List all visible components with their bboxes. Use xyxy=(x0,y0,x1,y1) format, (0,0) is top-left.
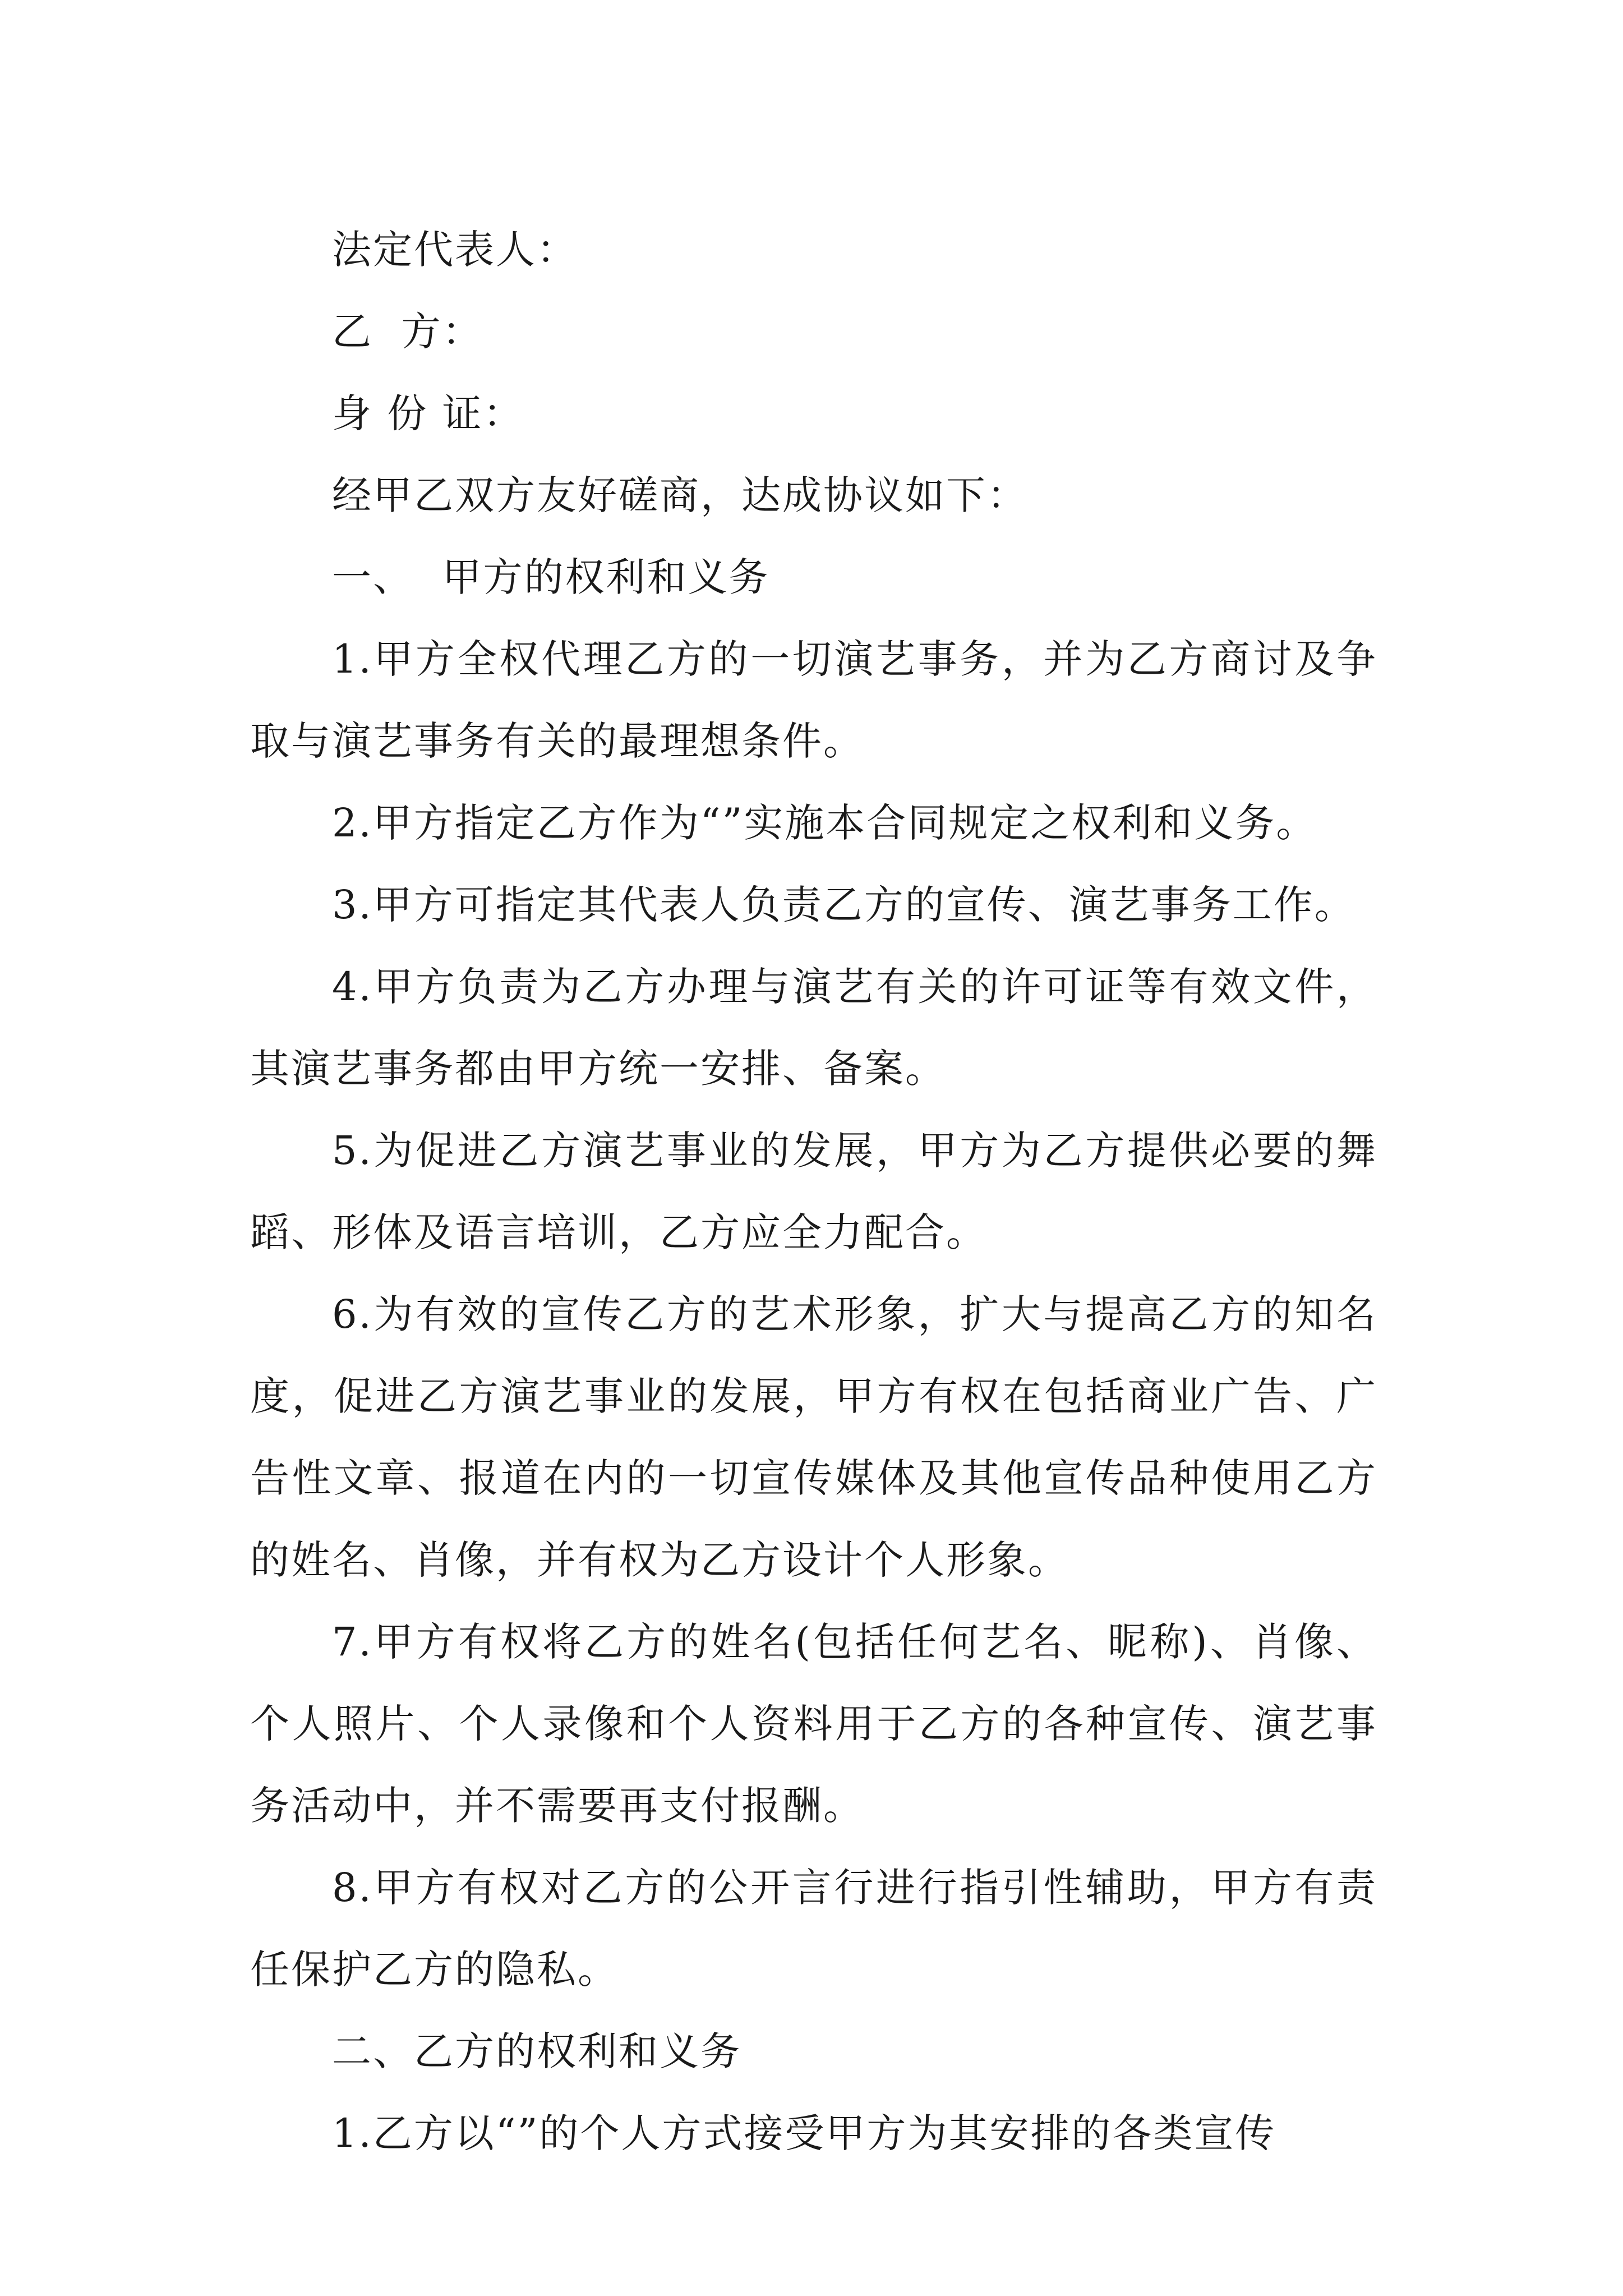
party-b-field: 乙 方： xyxy=(332,309,483,355)
section-1-item: 7.甲方有权将乙方的姓名(包括任何艺名、昵称)、肖像、个人照片、个人录像和个人资料用于乙方的各种宣传、演艺事务活动中，并不需要再支付报酬。 xyxy=(250,1619,1377,1829)
section-1-item: 4.甲方负责为乙方办理与演艺有关的许可证等有效文件，其演艺事务都由甲方统一安排、备案。 xyxy=(250,964,1377,1092)
section-1-item: 2.甲方指定乙方作为“”实施本合同规定之权利和义务。 xyxy=(332,800,1317,846)
id-card-field: 身 份 证： xyxy=(332,390,524,436)
section-1-item: 5.为促进乙方演艺事业的发展，甲方为乙方提供必要的舞蹈、形体及语言培训，乙方应全力配合。 xyxy=(250,1128,1377,1255)
section-1-item: 8.甲方有权对乙方的公开言行进行指引性辅助，甲方有责任保护乙方的隐私。 xyxy=(250,1865,1377,1993)
legal-representative-field: 法定代表人： xyxy=(332,227,578,273)
section-2-title: 二、乙方的权利和义务 xyxy=(332,2028,741,2074)
section-2-item: 1.乙方以“”的个人方式接受甲方为其安排的各类宣传 xyxy=(332,2110,1276,2156)
document-body xyxy=(250,209,1377,2174)
section-1-item: 6.为有效的宣传乙方的艺术形象，扩大与提高乙方的知名度，促进乙方演艺事业的发展，甲方有权在包括商业广告、广告性文章、报道在内的一切宣传媒体及其他宣传品种使用乙方的姓名、肖像，并有权为乙方设计个人形象。 xyxy=(250,1291,1377,1583)
agreement-intro: 经甲乙双方友好磋商，达成协议如下： xyxy=(332,472,1028,518)
section-1-item: 1.甲方全权代理乙方的一切演艺事务，并为乙方商讨及争取与演艺事务有关的最理想条件。 xyxy=(250,636,1377,764)
section-1-item: 3.甲方可指定其代表人负责乙方的宣传、演艺事务工作。 xyxy=(332,882,1355,928)
section-1-title: 一、 甲方的权利和义务 xyxy=(332,554,770,600)
